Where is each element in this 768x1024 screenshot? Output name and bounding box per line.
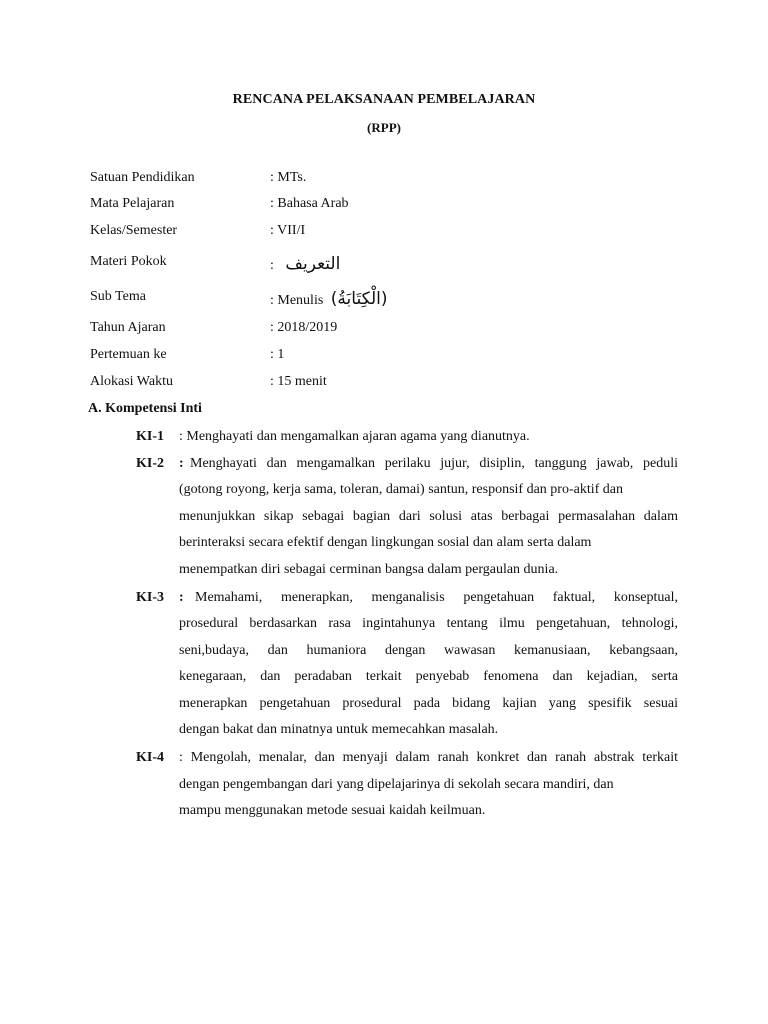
info-row-tahun-ajaran bbox=[90, 320, 690, 340]
ki-code: KI-3 bbox=[136, 590, 164, 605]
info-row-mata-pelajaran bbox=[90, 196, 690, 216]
info-value: : 15 menit bbox=[270, 374, 327, 389]
document-subtitle: (RPP) bbox=[367, 120, 401, 135]
ki-text-line: kenegaraan, dan peradaban terkait penyebab fenomena dan kejadian, serta bbox=[179, 669, 678, 684]
info-value: : VII/I bbox=[270, 223, 306, 238]
info-label: Sub Tema bbox=[90, 289, 146, 304]
ki-colon: : bbox=[179, 590, 184, 605]
ki-colon: : bbox=[179, 456, 184, 471]
ki-text-line: mampu menggunakan metode sesuai kaidah keilmuan. bbox=[179, 803, 486, 818]
ki-text-line: : Menghayati dan mengamalkan ajaran agama yang dianutnya. bbox=[179, 429, 530, 444]
info-value: : 1 bbox=[270, 347, 285, 362]
info-value-colon: : bbox=[270, 258, 274, 273]
info-row-alokasi-waktu bbox=[90, 374, 690, 394]
ki-text-line: menempatkan diri sebagai cerminan bangsa dalam pergaulan dunia. bbox=[179, 562, 559, 577]
info-value bbox=[270, 254, 340, 274]
ki-text-line: seni,budaya, dan humaniora dengan wawasan kemanusiaan, kebangsaan, bbox=[179, 643, 678, 658]
info-row-materi-pokok bbox=[90, 254, 690, 274]
info-label: Satuan Pendidikan bbox=[90, 170, 195, 185]
info-value: : 2018/2019 bbox=[270, 320, 338, 335]
ki-text-line: dengan pengembangan dari yang dipelajarinya di sekolah secara mandiri, dan bbox=[179, 777, 614, 792]
ki-text-line: dengan bakat dan minatnya untuk memecahkan masalah. bbox=[179, 722, 499, 737]
arabic-text: التعريف bbox=[285, 254, 341, 274]
ki-text-line: menerapkan pengetahuan prosedural pada bidang kajian yang spesifik sesuai bbox=[179, 696, 678, 711]
info-label: Materi Pokok bbox=[90, 254, 167, 269]
info-label: Alokasi Waktu bbox=[90, 374, 173, 389]
info-label: Mata Pelajaran bbox=[90, 196, 175, 211]
info-value-text: : Menulis bbox=[270, 293, 324, 308]
document-title: RENCANA PELAKSANAAN PEMBELAJARAN bbox=[232, 92, 536, 107]
info-value bbox=[270, 289, 388, 309]
ki-text-line: (gotong royong, kerja sama, toleran, damai) santun, responsif dan pro-aktif dan bbox=[179, 482, 623, 497]
ki-code: KI-2 bbox=[136, 456, 164, 471]
ki-code: KI-4 bbox=[136, 750, 164, 765]
ki-text-line: menunjukkan sikap sebagai bagian dari solusi atas berbagai permasalahan dalam bbox=[179, 509, 678, 524]
ki-text-line: Menghayati dan mengamalkan perilaku jujur, disiplin, tanggung jawab, peduli bbox=[190, 456, 678, 471]
info-row-kelas-semester bbox=[90, 223, 690, 243]
info-row-pertemuan-ke bbox=[90, 347, 690, 367]
ki-text-line: prosedural berdasarkan rasa ingintahunya tentang ilmu pengetahuan, tehnologi, bbox=[179, 616, 678, 631]
ki-code: KI-1 bbox=[136, 429, 164, 444]
info-label: Kelas/Semester bbox=[90, 223, 178, 238]
section-heading-kompetensi-inti: A. Kompetensi Inti bbox=[88, 401, 202, 416]
ki-text-line: berinteraksi secara efektif dengan lingkungan sosial dan alam serta dalam bbox=[179, 535, 592, 550]
info-value: : Bahasa Arab bbox=[270, 196, 349, 211]
arabic-text: (الْكِتَابَةُ) bbox=[330, 289, 388, 309]
info-label: Pertemuan ke bbox=[90, 347, 167, 362]
info-value: : MTs. bbox=[270, 170, 307, 185]
ki-text-line: Memahami, menerapkan, menganalisis pengetahuan faktual, konseptual, bbox=[195, 590, 678, 605]
ki-text-line: : Mengolah, menalar, dan menyaji dalam ranah konkret dan ranah abstrak terkait bbox=[179, 750, 678, 765]
info-row-satuan-pendidikan bbox=[90, 170, 690, 190]
info-row-sub-tema bbox=[90, 289, 690, 309]
info-label: Tahun Ajaran bbox=[90, 320, 166, 335]
